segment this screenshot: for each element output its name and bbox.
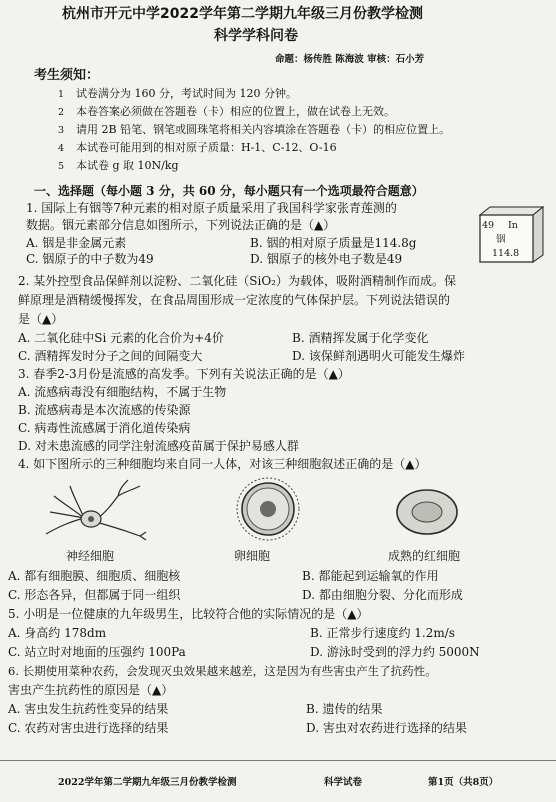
option-b: B. 都能起到运输氧的作用 [302,569,439,583]
notice-item: 本试卷可能用到的相对原子质量：H-1、C-12、O-16 [76,141,337,154]
figure-caption: 卵细胞 [234,549,271,563]
option-b: B. 正常步行速度约 1.2m/s [310,626,455,640]
question-5-stem: 5. 小明是一位健康的九年级男生，比较符合他的实际情况的是（▲） [8,607,369,621]
question-2-line: 2. 某外控型食品保鲜剂以淀粉、二氧化硅（SiO₂）为载体，吸附酒精制作而成。保 [18,274,456,288]
question-3-stem: 3. 春季2-3月份是流感的高发季。下列有关说法正确的是（▲） [18,367,350,381]
option-a: A. 二氧化硅中Si 元素的化合价为+4价 [18,331,224,345]
red-blood-cell-figure [390,484,464,540]
notice-num: 2 [58,107,65,118]
figure-caption: 成熟的红细胞 [388,549,461,563]
question-4-stem: 4. 如下图所示的三种细胞均来自同一人体，对该三种细胞叙述正确的是（▲） [18,457,427,471]
option-d: D. 该保鲜剂遇明火可能发生爆炸 [292,349,465,363]
option-c: C. 病毒性流感属于消化道传染病 [18,421,191,435]
option-a: A. 都有细胞膜、细胞质、细胞核 [8,569,181,583]
option-b: B. 铟的相对原子质量是114.8g [250,236,417,250]
question-6-line: 6. 长期使用菜种农药，会发现灭虫效果越来越差，这是因为有些害虫产生了抗药性。 [8,664,437,678]
option-c: C. 形态各异，但都属于同一组织 [8,588,181,602]
element-number: 49 [482,220,495,231]
option-c: C. 站立时对地面的压强约 100Pa [8,645,186,659]
footer-divider [0,760,556,761]
option-a: A. 害虫发生抗药性变异的结果 [8,702,169,716]
element-symbol: In [508,220,518,231]
option-d: D. 铟原子的核外电子数是49 [250,252,403,266]
option-a: A. 身高约 178dm [8,626,107,640]
option-b: B. 酒精挥发属于化学变化 [292,331,429,345]
notice-num: 1 [58,89,65,100]
question-1-line: 1. 国际上有铟等7种元素的相对原子质量采用了我国科学家张青莲测的 [26,201,397,215]
notice-heading: 考生须知： [34,68,100,83]
footer-page-number: 第1页（共8页） [428,777,499,788]
question-2-line: 鲜原理是酒精缓慢挥发，在食品周围形成一定浓度的气体保护层。下列说法错误的 [18,293,451,307]
option-d: D. 游泳时受到的浮力约 5000N [310,645,480,659]
neuron-figure [40,478,150,542]
option-b: B. 遗传的结果 [306,702,383,716]
section-heading: 一、选择题（每小题 3 分，共 60 分，每小题只有一个选项最符合题意） [34,184,424,198]
option-d: D. 对未患流感的同学注射流感疫苗属于保护易感人群 [18,439,299,453]
page-subtitle: 科学学科问卷 [214,28,298,44]
notice-num: 4 [58,143,65,154]
footer-center: 科学试卷 [324,777,363,788]
option-c: C. 铟原子的中子数为49 [26,252,154,266]
question-2-line: 是（▲） [18,312,64,326]
option-a: A. 流感病毒没有细胞结构，不属于生物 [18,385,227,399]
option-c: C. 酒精挥发时分子之间的间隔变大 [18,349,203,363]
notice-num: 5 [58,161,65,172]
option-a: A. 铟是非金属元素 [26,236,127,250]
question-1-line: 数据。铟元素部分信息如图所示，下列说法正确的是（▲） [26,218,336,232]
question-6-line: 害虫产生抗药性的原因是（▲） [8,683,174,697]
egg-cell-figure [234,476,302,542]
notice-item: 请用 2B 铅笔、钢笔或圆珠笔将相关内容填涂在答题卷（卡）的相应位置上。 [76,123,451,136]
notice-item: 本试卷 g 取 10N/kg [76,159,179,172]
authors-line: 命题：杨传胜 陈海波 审核：石小芳 [275,54,425,65]
notice-num: 3 [58,125,65,136]
footer-left: 2022学年第二学期九年级三月份教学检测 [58,777,237,788]
element-mass: 114.8 [492,248,520,259]
option-b: B. 流感病毒是本次流感的传染源 [18,403,191,417]
option-c: C. 农药对害虫进行选择的结果 [8,721,169,735]
notice-item: 本卷答案必须做在答题卷（卡）相应的位置上，做在试卷上无效。 [76,105,395,118]
page-title: 杭州市开元中学2022学年第二学期九年级三月份教学检测 [62,6,423,22]
option-d: D. 害虫对农药进行选择的结果 [306,721,467,735]
notice-item: 试卷满分为 160 分，考试时间为 120 分钟。 [76,87,297,100]
element-name: 铟 [496,234,506,245]
figure-caption: 神经细胞 [66,549,115,563]
option-d: D. 都由细胞分裂、分化而形成 [302,588,463,602]
